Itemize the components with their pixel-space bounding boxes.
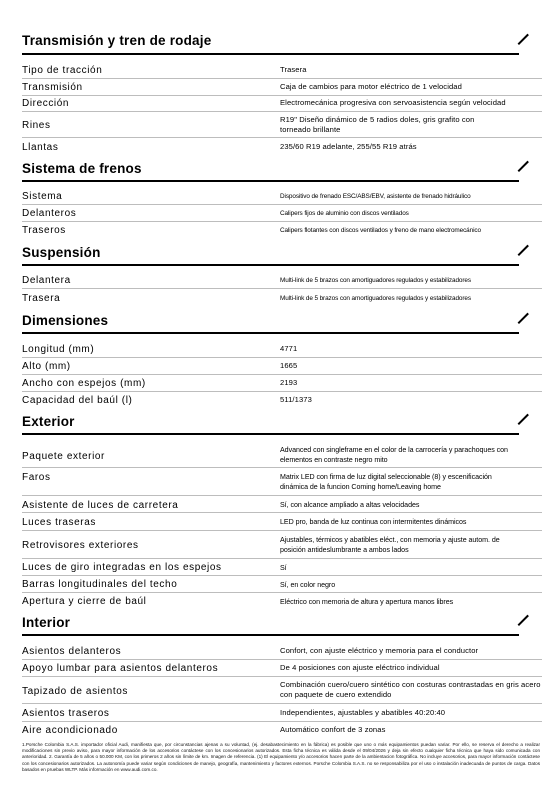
spec-value: Confort, con ajuste eléctrico y memoria para el conductor — [280, 646, 479, 655]
spec-sheet — [22, 0, 541, 792]
section-rule-notch — [518, 313, 529, 324]
section-rule — [22, 53, 519, 55]
spec-row — [22, 677, 541, 704]
spec-value: 1665 — [280, 361, 298, 370]
spec-row — [22, 496, 537, 513]
section-title: Suspensión — [22, 245, 101, 260]
legal-footnote: 1.Porsche Colombia S.A.S. importador oficial Audi, manifiesta que, por circunstancias ajenas a su voluntad, (ej. desabastecimiento en la fábrica) es posible que uno o más equipamientos puedan variar. Por ello, se reserva el derecho a realizar modificaciones sin previo aviso, para mayor información de los accesorios contáctese con los concesionarios autorizados. Esta ficha técnica es válida desde el 09/04/2026 y deja sin efecto cualquier ficha técnica que haya sido comunicada con anterioridad. 2. Garantía de 5 años o 50.000 KM, con los primeros 2 años sin límite de km. Imagen de referencia. (1) El equipamiento y/o accesorios hacen parte de la ambientacion fotográfica. No incluye accesorios, para mayor información contáctese con los concesionarios autorizados. La autonomía puede variar según condiciones de manejo, geografía, mantenimiento y factores externos. Porsche Colombia S.A.S. no se responsabiliza por el uso o instalación inadecuada de puntos de carga. Datos basados en pruebas WLTP. Más información en www.audi.com.co. — [22, 742, 540, 772]
spec-row — [22, 593, 537, 611]
spec-row — [22, 96, 537, 112]
spec-row — [22, 442, 537, 468]
spec-label: Delanteros — [22, 208, 77, 219]
section-rule-notch — [518, 245, 529, 256]
section-title: Interior — [22, 615, 71, 630]
spec-label: Luces de giro integradas en los espejos — [22, 562, 222, 573]
spec-value: Ajustables, térmicos y abatibles eléct., con memoria y ajuste autom. de posición antideslumbrante a ambos lados — [280, 536, 500, 554]
section-rule-notch — [518, 161, 529, 172]
spec-label: Aire acondicionado — [22, 725, 118, 736]
spec-value: Matrix LED con firma de luz digital seleccionable (8) y escenificación dinámica de la funcion Coming home/Leaving home — [280, 473, 492, 491]
spec-row — [22, 62, 537, 79]
spec-label: Delantera — [22, 275, 71, 286]
section-rule — [22, 264, 519, 266]
section-rule — [22, 180, 519, 182]
spec-row — [22, 79, 537, 96]
spec-value: Trasera — [280, 65, 307, 74]
spec-label: Tapizado de asientos — [22, 686, 128, 697]
spec-label: Dirección — [22, 98, 70, 109]
spec-label: Traseros — [22, 225, 66, 236]
spec-value: 511/1373 — [280, 395, 312, 404]
spec-row — [22, 112, 537, 138]
spec-label: Trasera — [22, 293, 61, 304]
section-rule — [22, 332, 519, 334]
section-header-dimensiones — [22, 313, 537, 337]
spec-value: LED pro, banda de luz continua con intermitentes dinámicos — [280, 518, 467, 526]
spec-value: Electromecánica progresiva con servoasistencia según velocidad — [280, 98, 506, 107]
spec-row — [22, 660, 537, 677]
spec-row — [22, 642, 537, 660]
spec-value: Sí, en color negro — [280, 581, 336, 589]
spec-label: Capacidad del baúl (l) — [22, 395, 133, 406]
spec-row — [22, 138, 537, 156]
spec-row — [22, 375, 537, 392]
spec-label: Llantas — [22, 142, 59, 153]
spec-value: Calipers flotantes con discos ventilados y freno de mano electromecánico — [280, 227, 481, 234]
spec-label: Luces traseras — [22, 517, 96, 528]
spec-value: 2193 — [280, 378, 298, 387]
spec-value: 235/60 R19 adelante, 255/55 R19 atrás — [280, 142, 417, 151]
spec-label: Alto (mm) — [22, 361, 71, 372]
spec-value: 4771 — [280, 344, 298, 353]
spec-value: Caja de cambios para motor eléctrico de 1 velocidad — [280, 82, 462, 91]
spec-label: Asientos delanteros — [22, 646, 122, 657]
spec-value: Eléctrico con memoria de altura y apertura manos libres — [280, 598, 454, 606]
spec-value: De 4 posiciones con ajuste eléctrico individual — [280, 663, 440, 672]
spec-label: Rines — [22, 120, 51, 131]
section-header-transmision — [22, 33, 537, 57]
spec-row — [22, 222, 537, 239]
spec-value: Combinación cuero/cuero sintético con costuras contrastadas en gris acero con paquete de cuero extendido — [280, 680, 541, 699]
section-header-exterior — [22, 414, 537, 438]
section-rule-notch — [518, 615, 529, 626]
spec-row — [22, 289, 537, 307]
spec-value: Sí — [280, 564, 287, 572]
section-header-interior — [22, 615, 537, 639]
spec-label: Transmisión — [22, 82, 83, 93]
spec-row — [22, 722, 537, 739]
spec-row — [22, 704, 537, 722]
spec-value: Dispositivo de frenado ESC/ABS/EBV, asistente de frenado hidráulico — [280, 193, 471, 200]
spec-value: Automático confort de 3 zonas — [280, 725, 386, 734]
spec-value: R19" Diseño dinámico de 5 radios doles, gris grafito con torneado brillante — [280, 115, 475, 134]
spec-row — [22, 188, 537, 205]
spec-value: Calipers fijos de aluminio con discos ventilados — [280, 210, 409, 217]
section-header-suspension — [22, 245, 537, 269]
spec-row — [22, 468, 537, 496]
spec-label: Retrovisores exteriores — [22, 540, 139, 551]
spec-row — [22, 272, 537, 289]
spec-row — [22, 531, 537, 559]
section-title: Transmisión y tren de rodaje — [22, 33, 212, 48]
spec-row — [22, 576, 537, 593]
spec-label: Apertura y cierre de baúl — [22, 596, 147, 607]
spec-label: Longitud (mm) — [22, 344, 95, 355]
section-rule — [22, 433, 519, 435]
spec-value: Independientes, ajustables y abatibles 40:20:40 — [280, 708, 446, 717]
spec-label: Apoyo lumbar para asientos delanteros — [22, 663, 219, 674]
spec-value: Sí, con alcance ampliado a altas velocidades — [280, 501, 420, 509]
section-title: Sistema de frenos — [22, 161, 142, 176]
spec-row — [22, 205, 537, 222]
spec-row — [22, 513, 537, 531]
spec-label: Asistente de luces de carretera — [22, 500, 179, 511]
section-title: Exterior — [22, 414, 75, 429]
spec-row — [22, 392, 537, 410]
spec-value: Multi-link de 5 brazos con amortiguadores regulados y estabilizadores — [280, 277, 471, 284]
spec-value: Multi-link de 5 brazos con amortiguadores regulados y estabilizadores — [280, 295, 471, 302]
spec-label: Paquete exterior — [22, 451, 105, 462]
spec-label: Faros — [22, 472, 51, 483]
spec-label: Tipo de tracción — [22, 65, 103, 76]
spec-row — [22, 340, 537, 358]
spec-label: Barras longitudinales del techo — [22, 579, 178, 590]
section-rule-notch — [518, 34, 529, 45]
spec-label: Sistema — [22, 191, 63, 202]
spec-label: Asientos traseros — [22, 708, 110, 719]
spec-value: Advanced con singleframe en el color de la carrocería y parachoques con elementos en contraste negro mito — [280, 446, 508, 464]
spec-label: Ancho con espejos (mm) — [22, 378, 146, 389]
section-header-frenos — [22, 161, 537, 185]
spec-row — [22, 358, 537, 375]
spec-row — [22, 559, 537, 576]
section-rule-notch — [518, 414, 529, 425]
section-rule — [22, 634, 519, 636]
section-title: Dimensiones — [22, 313, 109, 328]
